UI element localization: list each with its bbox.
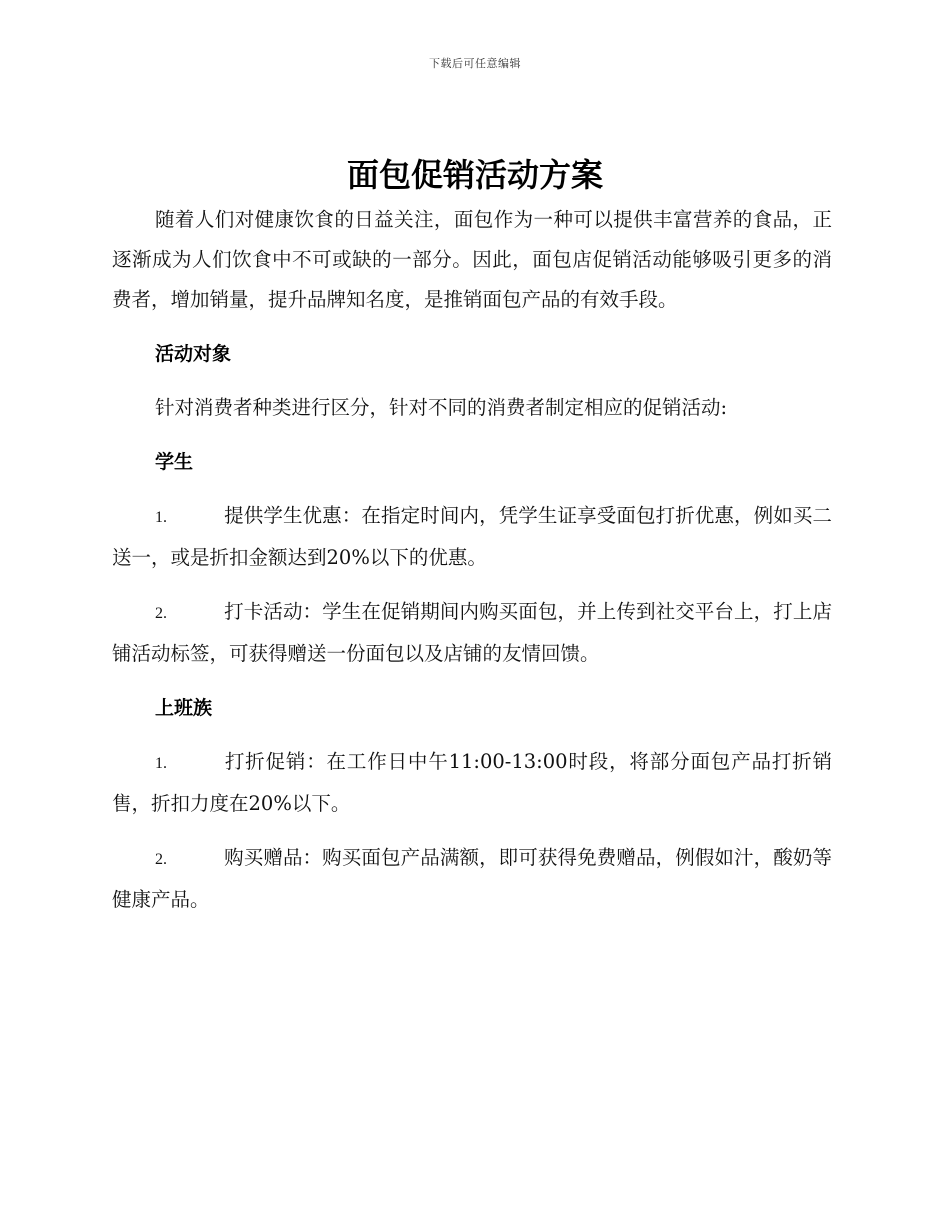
list-item-text: 打卡活动：学生在促销期间内购买面包，并上传到社交平台上，打上店铺活动标签，可获得赠送一份面包以及店铺的友情回馈。 xyxy=(112,600,832,665)
list-item xyxy=(112,742,832,824)
list-item-text: 提供学生优惠：在指定时间内，凭学生证享受面包打折优惠，例如买二送一，或是折扣金额达到20%以下的优惠。 xyxy=(112,504,832,569)
document-title: 面包促销活动方案 xyxy=(346,156,603,194)
section-heading-students: 学生 xyxy=(155,451,194,473)
document-body xyxy=(112,200,832,920)
list-item-text: 打折促销：在工作日中午11:00-13:00时段，将部分面包产品打折销售，折扣力度在20%以下。 xyxy=(112,750,832,815)
intro-paragraph: 随着人们对健康饮食的日益关注，面包作为一种可以提供丰富营养的食品，正逐渐成为人们饮食中不可或缺的一部分。因此，面包店促销活动能够吸引更多的消费者，增加销量，提升品牌知名度，是推销面包产品的有效手段。 xyxy=(112,208,832,311)
list-item xyxy=(112,592,832,674)
list-item xyxy=(112,838,832,920)
section-heading-workers: 上班族 xyxy=(155,697,213,719)
section-heading-target: 活动对象 xyxy=(155,343,232,365)
list-item-number: 1. xyxy=(155,755,167,772)
list-item-number: 1. xyxy=(155,509,167,526)
header-note: 下载后可任意编辑 xyxy=(429,57,521,70)
section-target-text: 针对消费者种类进行区分，针对不同的消费者制定相应的促销活动: xyxy=(155,396,728,419)
list-item-number: 2. xyxy=(155,605,167,622)
list-item-text: 购买赠品：购买面包产品满额，即可获得免费赠品，例假如汁，酸奶等健康产品。 xyxy=(112,846,832,911)
list-item-number: 2. xyxy=(155,851,167,868)
list-item xyxy=(112,496,832,578)
